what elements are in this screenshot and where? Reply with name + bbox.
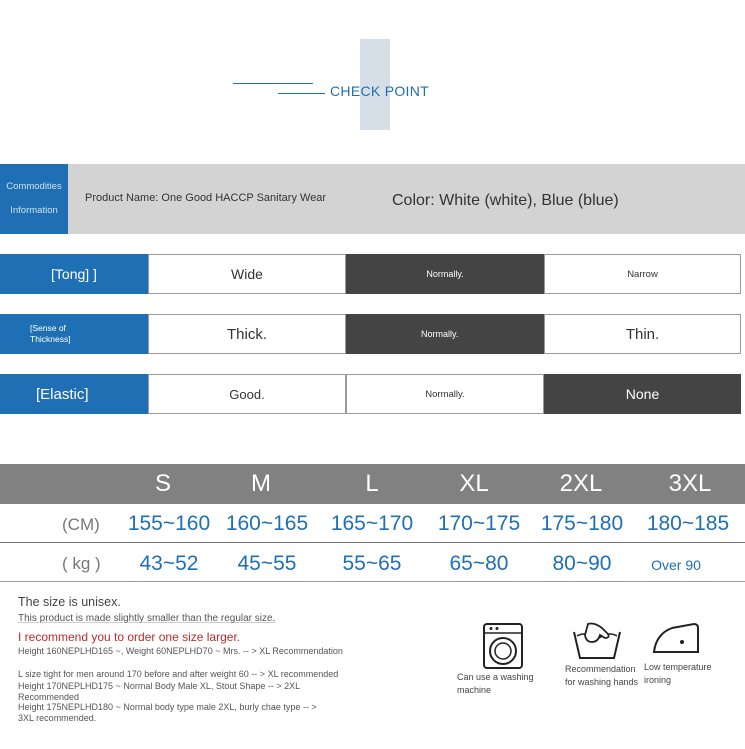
note-line: Height 175NEPLHD180 ~ Normal body type male 2XL, burly chae type -- > 3XL recommended. (18, 702, 317, 723)
attribute-option-selected: Normally. (346, 314, 544, 354)
attribute-row-elastic (0, 374, 741, 414)
care-text-washing-machine: Can use a washing machine (457, 672, 534, 695)
attribute-option: Thin. (544, 314, 741, 354)
weight-value: Over 90 (651, 557, 701, 573)
weight-value: 45~55 (237, 552, 297, 575)
attribute-option-selected: None (544, 374, 741, 414)
size-label: 3XL (668, 470, 712, 497)
attribute-option: Wide (148, 254, 346, 294)
hand-wash-icon (572, 620, 622, 662)
note-line: L size tight for men around 170 before and after weight 60 -- > XL recommended (18, 669, 339, 679)
commodities-tag-line1: Commodities (6, 181, 62, 192)
attribute-option: Normally. (346, 374, 544, 414)
washing-machine-icon (482, 622, 524, 670)
weight-value: 43~52 (139, 552, 199, 575)
commodities-tag (0, 164, 68, 234)
size-table-header (0, 464, 745, 504)
care-text-iron: Low temperature ironing (644, 662, 712, 685)
size-label: L (365, 470, 379, 497)
care-text-hand-wash: Recommendation for washing hands (565, 664, 639, 687)
attribute-option: Thick. (148, 314, 346, 354)
note-smaller: This product is made slightly smaller than the regular size. (18, 613, 276, 624)
attribute-label: [Tong] ] (0, 254, 148, 294)
height-value: 155~160 (127, 512, 211, 535)
header-line-top (233, 83, 313, 84)
height-unit: (CM) (62, 515, 100, 534)
size-label: XL (459, 470, 489, 497)
attribute-label: [Sense of Thickness] (0, 314, 148, 354)
size-label: M (251, 470, 271, 497)
commodities-tag-line2: Information (10, 205, 58, 216)
table-divider (0, 542, 745, 543)
size-label: 2XL (559, 470, 603, 497)
header-line-bottom (278, 93, 325, 94)
note-line: Height 160NEPLHD165 ~, Weight 60NEPLHD70 ~ Mrs. -- > XL Recommendation (18, 646, 343, 656)
attribute-option-selected: Normally. (346, 254, 544, 294)
weight-value: 80~90 (552, 552, 612, 575)
attribute-row-tong (0, 254, 741, 294)
page-title: CHECK POINT (330, 83, 429, 99)
height-value: 180~185 (646, 512, 730, 535)
product-name: Product Name: One Good HACCP Sanitary Wear (85, 192, 327, 204)
height-value: 175~180 (540, 512, 624, 535)
table-bottom-line (0, 581, 745, 582)
note-unisex: The size is unisex. (18, 595, 121, 609)
attribute-row-thickness (0, 314, 741, 354)
iron-icon (650, 620, 702, 656)
attribute-label: [Elastic] (0, 374, 148, 414)
weight-unit: ( kg ) (62, 554, 101, 573)
attribute-option: Good. (148, 374, 346, 414)
attribute-option: Narrow (544, 254, 741, 294)
weight-value: 65~80 (449, 552, 509, 575)
note-recommend: I recommend you to order one size larger. (18, 630, 241, 644)
product-color: Color: White (white), Blue (blue) (392, 192, 619, 209)
size-label: S (154, 470, 171, 497)
height-value: 165~170 (330, 512, 414, 535)
height-value: 160~165 (225, 512, 309, 535)
weight-value: 55~65 (342, 552, 402, 575)
height-value: 170~175 (437, 512, 521, 535)
note-line: Height 170NEPLHD175 ~ Normal Body Male XL, Stout Shape -- > 2XL Recommended (18, 681, 300, 702)
